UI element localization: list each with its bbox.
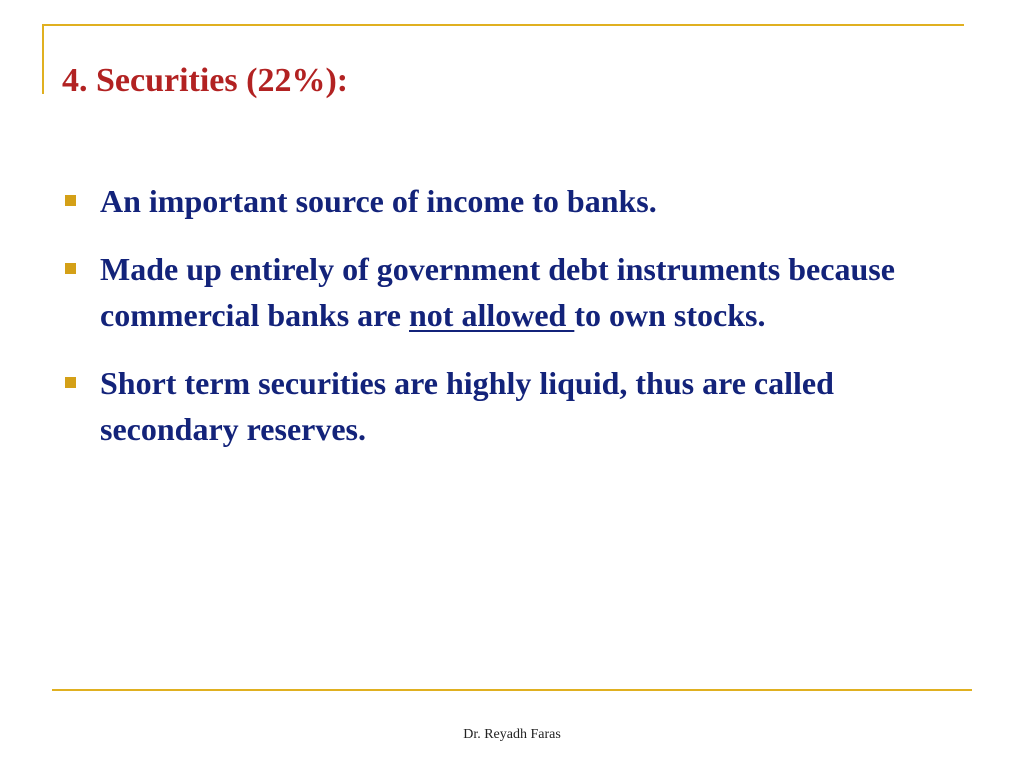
bullet-text: Short term securities are highly liquid, thus are called secondary reserves. (100, 365, 834, 447)
square-bullet-icon (65, 263, 76, 274)
footer-author (0, 727, 1024, 743)
bullet-list (62, 178, 962, 452)
bullet-item (62, 360, 962, 452)
footer-author-text: Dr. Reyadh Faras (463, 727, 561, 742)
bullet-text: Made up entirely of government debt instruments because commercial banks are (100, 251, 895, 333)
frame-left-rule (42, 24, 44, 94)
frame-top-rule (42, 24, 964, 26)
bullet-text: to own stocks. (574, 297, 766, 333)
underlined-phrase: not allowed (409, 297, 575, 333)
slide-title: 4. Securities (22%): (62, 62, 349, 99)
bullet-item (62, 246, 962, 338)
footer-rule (52, 689, 972, 691)
bullet-item (62, 178, 962, 224)
square-bullet-icon (65, 377, 76, 388)
bullet-text: An important source of income to banks. (100, 183, 657, 219)
square-bullet-icon (65, 195, 76, 206)
